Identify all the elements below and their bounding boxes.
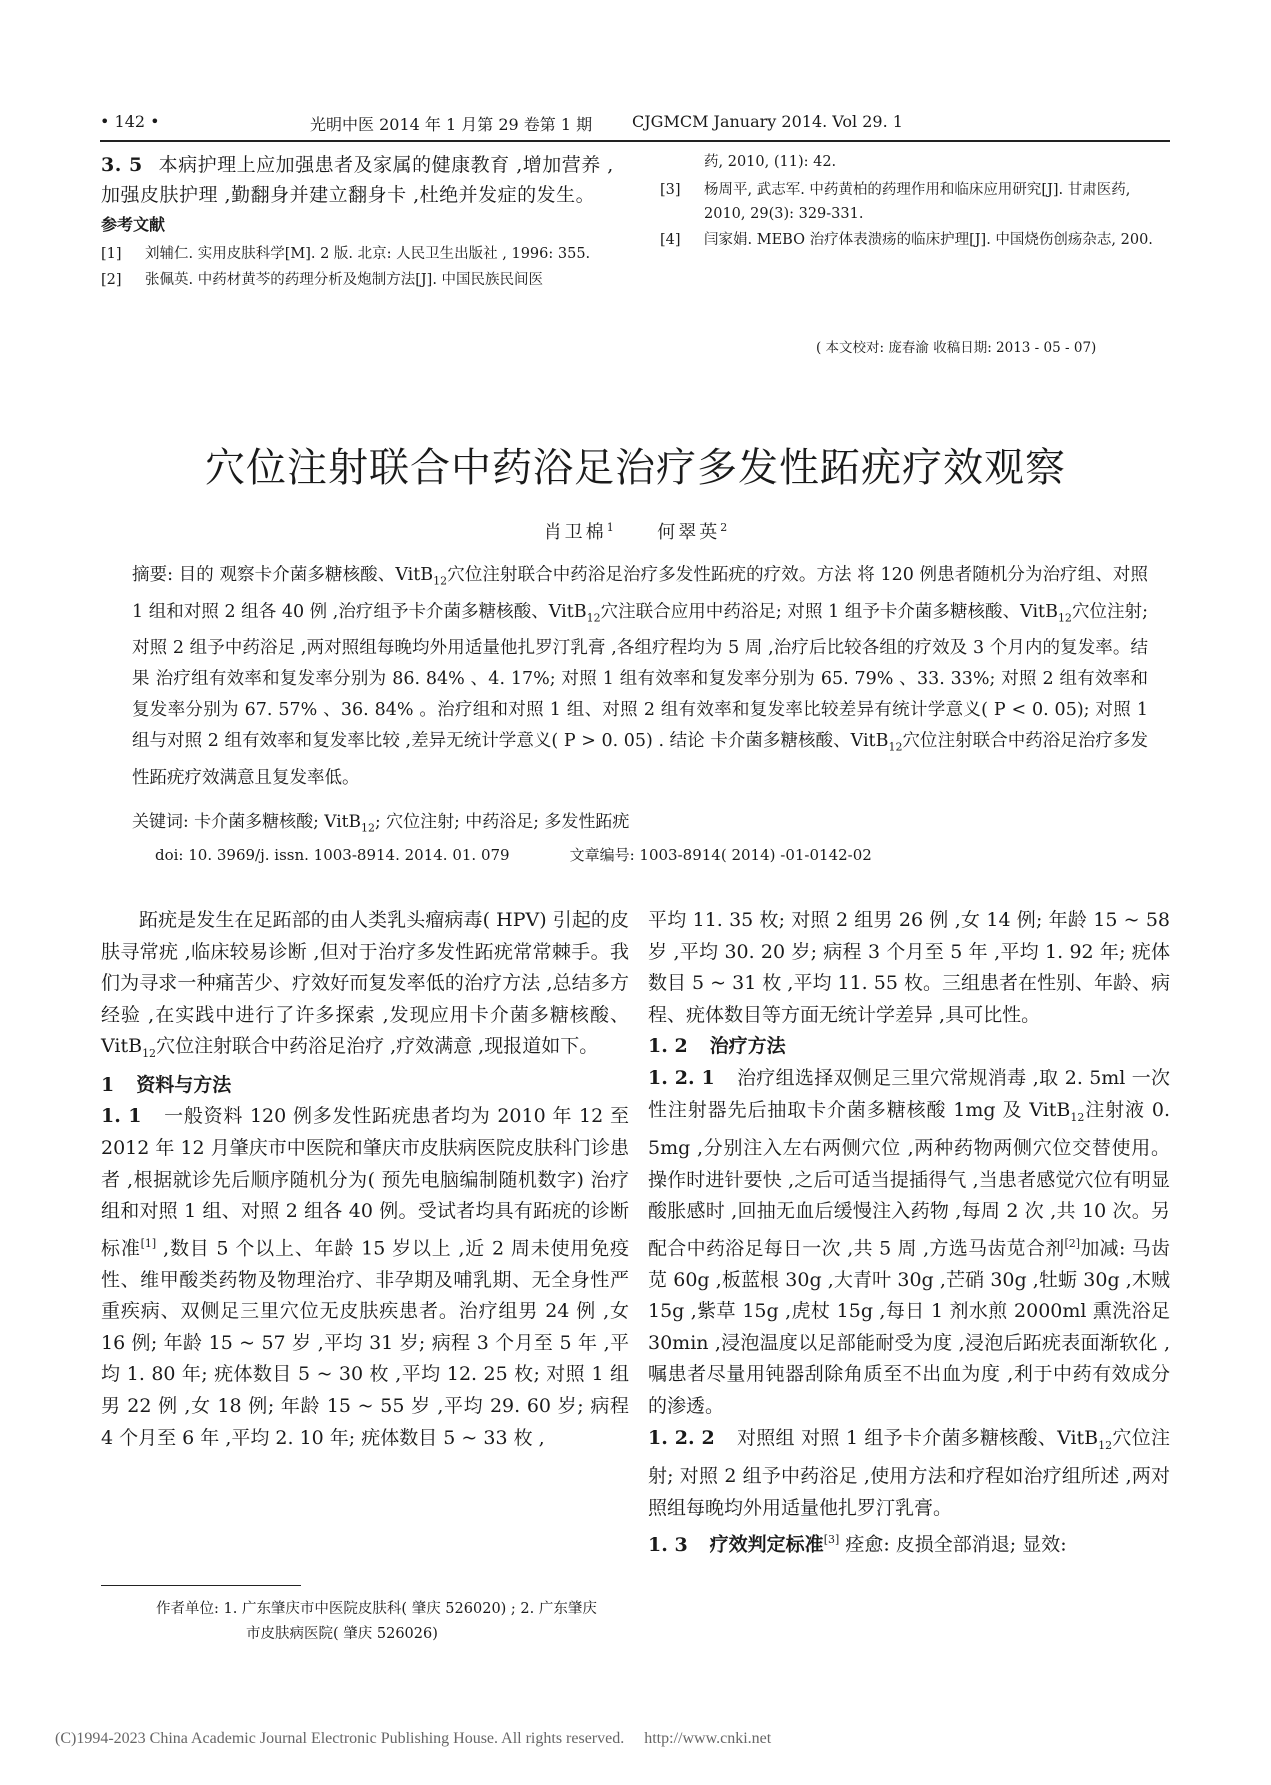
running-header: [100, 100, 1170, 142]
copyright-url: http://www.cnki.net: [644, 1730, 772, 1747]
abstract-part: 穴注联合应用中药浴足; 对照 1 组予卡介菌多糖核酸、VitB: [600, 601, 1058, 622]
section-number: 1: [101, 1073, 115, 1096]
section-text: 痊愈: 皮损全部消退; 显效:: [839, 1533, 1067, 1556]
section-title: 资料与方法: [136, 1073, 232, 1096]
section-1-1-continued: 平均 11. 35 枚; 对照 2 组男 26 例 ,女 14 例; 年龄 15 ~ 58 岁 ,平均 30. 20 岁; 病程 3 个月至 5 年 ,平均 1. 92 年; 疣体数目 5 ~ 31 枚 ,平均 11. 55 枚。三组患者在性别、年龄、病程、疣体数目等方面无统计学差异 ,具可比性。: [648, 909, 1170, 1026]
copyright-notice: [55, 1730, 771, 1748]
citation: [1]: [140, 1236, 157, 1250]
body-right-column: [648, 905, 1170, 1561]
section-text: 注射液 0. 5mg ,分别注入左右两侧穴位 ,两种药物两侧穴位交替使用。操作时进针要快 ,之后可适当提插得气 ,当患者感觉穴位有明显酸胀感时 ,回抽无血后缓慢注入药物 ,每周 2 次 ,共 10 次。另配合中药浴足每日一次 ,共 5 周 ,方选马齿苋合剂: [648, 1098, 1170, 1260]
author-affiliation-footnote: [156, 1597, 626, 1647]
reference-text: 闫家娟. MEBO 治疗体表溃疡的临床护理[J]. 中国烧伤创疡杂志, 200.: [704, 232, 1153, 248]
proofreading-line: ( 本文校对: 庞春渝 收稿日期: 2013 - 05 - 07): [816, 340, 1097, 356]
abstract: [132, 560, 1148, 794]
reference-number: [3]: [660, 182, 681, 198]
keywords-part: 关键词: 卡介菌多糖核酸; VitB: [132, 812, 362, 832]
section-text: 治疗组选择双侧足三里穴常规消毒 ,取 2. 5ml 一次性注射器先后抽取卡介菌多糖核酸 1mg 及 VitB: [648, 1066, 1170, 1121]
footnote-divider: [101, 1585, 301, 1586]
abstract-part: 摘要: 目的 观察卡介菌多糖核酸、VitB: [132, 565, 434, 585]
section-1-2-2: [648, 1423, 1170, 1525]
section-text: 加减: 马齿苋 60g ,板蓝根 30g ,大青叶 30g ,芒硝 30g ,牡蛎 30g ,木贼 15g ,紫草 15g ,虎杖 15g ,每日 1 剂水煎 2000ml 熏洗浴足 30min ,浸泡温度以足部能耐受为度 ,浸泡后跖疣表面渐软化 ,嘱患者尽量用钝器刮除角质至不出血为度 ,利于中药有效成分的渗透。: [648, 1237, 1170, 1418]
section-text: 一般资料 120 例多发性跖疣患者均为 2010 年 12 至 2012 年 12 月肇庆市中医院和肇庆市皮肤病医院皮肤科门诊患者 ,根据就诊先后顺序随机分为( 预先电脑编制随机数字) 治疗组和对照 1 组、对照 2 组各 40 例。受试者均具有跖疣的诊断标准: [101, 1105, 629, 1260]
reference-item: [101, 268, 625, 292]
citation: [3]: [823, 1533, 840, 1547]
copyright-text: (C)1994-2023 China Academic Journal Electronic Publishing House. All rights reserved.: [55, 1730, 625, 1747]
keywords: [132, 808, 1148, 842]
subscript: 12: [1057, 611, 1072, 624]
subscript: 12: [142, 1047, 157, 1061]
subscript: 12: [433, 574, 448, 588]
section-1-3: [648, 1524, 1170, 1561]
citation: [2]: [1064, 1236, 1081, 1250]
footnote-line-2: 市皮肤病医院( 肇庆 526026): [246, 1626, 438, 1642]
journal-name-en: CJGMCM January 2014. Vol 29. 1: [632, 112, 903, 131]
reference-number: [2]: [101, 272, 122, 288]
reference-item: [660, 178, 1170, 226]
subscript: 12: [586, 611, 601, 624]
subscript: 12: [888, 740, 903, 754]
section-number: 1. 2. 2: [648, 1426, 715, 1449]
abstract-text: [132, 560, 1148, 794]
section-text: 穴位注射; 对照 2 组予中药浴足 ,使用方法和疗程如治疗组所述 ,两对照组每晚均外用适量他扎罗汀乳膏。: [648, 1426, 1170, 1519]
authors: [0, 518, 1271, 544]
prev-article-right-column: [660, 150, 1170, 254]
doi-line: [155, 842, 1155, 868]
section-title: 治疗方法: [709, 1035, 786, 1058]
subscript: 12: [361, 821, 376, 835]
reference-item: [101, 242, 625, 266]
reference-text: 刘辅仁. 实用皮肤科学[M]. 2 版. 北京: 人民卫生出版社 , 1996: 355.: [145, 246, 591, 262]
prev-article-left-column: [101, 150, 625, 294]
reference-number: [1]: [101, 246, 122, 262]
author-1-affiliation: 1: [606, 521, 614, 534]
reference-text: 杨周平, 武志军. 中药黄柏的药理作用和临床应用研究[J]. 甘肃医药, 2010, 29(3): 329-331.: [704, 182, 1131, 222]
abstract-part: 穴位注射联合中药浴足治疗多发性跖疣疗效满意且复发率低。: [132, 731, 1149, 788]
subscript: 12: [1070, 1110, 1085, 1124]
abstract-part: 穴位注射联合中药浴足治疗多发性跖疣的疗效。方法 将 120 例患者随机分为治疗组、对照 1 组和对照 2 组各 40 例 ,治疗组予卡介菌多糖核酸、VitB: [132, 565, 1149, 622]
section-3-5: [101, 150, 625, 210]
section-number: 1. 2. 1: [648, 1066, 715, 1089]
section-number: 1. 1: [101, 1105, 142, 1128]
keywords-part: ; 穴位注射; 中药浴足; 多发性跖疣: [375, 812, 630, 832]
abstract-part: 穴位注射; 对照 2 组予中药浴足 ,两对照组每晚均外用适量他扎罗汀乳膏 ,各组疗程均为 5 周 ,治疗后比较各组的疗效及 3 个月内的复发率。结果 治疗组有效率和复发率分别为 86. 84% 、4. 17%; 对照 1 组有效率和复发率分别为 65. 79% 、33. 33%; 对照 2 组有效率和复发率分别为 67. 57% 、36. 84% 。治疗组和对照 1 组、对照 2 组有效率和复发率比较差异有统计学意义( P < 0. 05); 对照 1 组与对照 2 组有效率和复发率比较 ,差异无统计学意义( P > 0. 05) . 结论 卡介菌多糖核酸、VitB: [132, 601, 1148, 751]
reference-text: 张佩英. 中药材黄芩的药理分析及炮制方法[J]. 中国民族民间医: [145, 272, 544, 288]
section-3-5-text: 本病护理上应加强患者及家属的健康教育 ,增加营养 ,加强皮肤护理 ,勤翻身并建立翻身卡 ,杜绝并发症的发生。: [101, 154, 614, 206]
article-number: 文章编号: 1003-8914( 2014) -01-0142-02: [569, 846, 872, 864]
section-3-5-number: 3. 5: [101, 154, 143, 176]
body-left-column: [101, 905, 629, 1454]
references-title: 参考文献: [101, 215, 166, 234]
doi: doi: 10. 3969/j. issn. 1003-8914. 2014. 01. 079: [155, 846, 510, 864]
author-1: 肖卫棉: [543, 522, 607, 543]
section-title: 疗效判定标准: [709, 1533, 824, 1556]
reference-item: [660, 228, 1170, 252]
page-number: • 142 •: [100, 112, 160, 131]
section-text: 对照组 对照 1 组予卡介菌多糖核酸、VitB: [736, 1426, 1099, 1449]
section-1-2-heading: [648, 1031, 1170, 1063]
intro-part: 跖疣是发生在足跖部的由人类乳头瘤病毒( HPV) 引起的皮肤寻常疣 ,临床较易诊断 ,但对于治疗多发性跖疣常常棘手。我们为寻求一种痛苦少、疗效好而复发率低的治疗方法 ,总结多方经验 ,在实践中进行了许多探索 ,发现应用卡介菌多糖核酸、VitB: [101, 909, 629, 1058]
intro-paragraph: [101, 905, 629, 1070]
section-1-2-1: [648, 1063, 1170, 1423]
intro-part: 穴位注射联合中药浴足治疗 ,疗效满意 ,现报道如下。: [156, 1035, 599, 1058]
author-2: 何翠英: [657, 522, 721, 543]
reference-continuation: 药, 2010, (11): 42.: [704, 154, 837, 170]
reference-number: [4]: [660, 232, 681, 248]
section-1-1: [101, 1101, 629, 1454]
author-2-affiliation: 2: [720, 521, 728, 534]
article-title: 穴位注射联合中药浴足治疗多发性跖疣疗效观察: [205, 445, 1066, 491]
section-number: 1. 2: [648, 1035, 688, 1058]
section-1-heading: [101, 1070, 629, 1102]
section-text: ,数目 5 个以上、年龄 15 岁以上 ,近 2 周未使用免疫性、维甲酸类药物及物理治疗、非孕期及哺乳期、无全身性严重疾病、双侧足三里穴位无皮肤疾患者。治疗组男 24 例 ,女 16 例; 年龄 15 ~ 57 岁 ,平均 31 岁; 病程 3 个月至 5 年 ,平均 1. 80 年; 疣体数目 5 ~ 30 枚 ,平均 12. 25 枚; 对照 1 组男 22 例 ,女 18 例; 年龄 15 ~ 55 岁 ,平均 29. 60 岁; 病程 4 个月至 6 年 ,平均 2. 10 年; 疣体数目 5 ~ 33 枚 ,: [101, 1237, 629, 1449]
section-number: 1. 3: [648, 1533, 688, 1556]
journal-name-cn: 光明中医 2014 年 1 月第 29 卷第 1 期: [310, 115, 593, 134]
footnote-line-1: 作者单位: 1. 广东肇庆市中医院皮肤科( 肇庆 526020) ; 2. 广东肇庆: [156, 1601, 597, 1617]
subscript: 12: [1098, 1438, 1113, 1452]
